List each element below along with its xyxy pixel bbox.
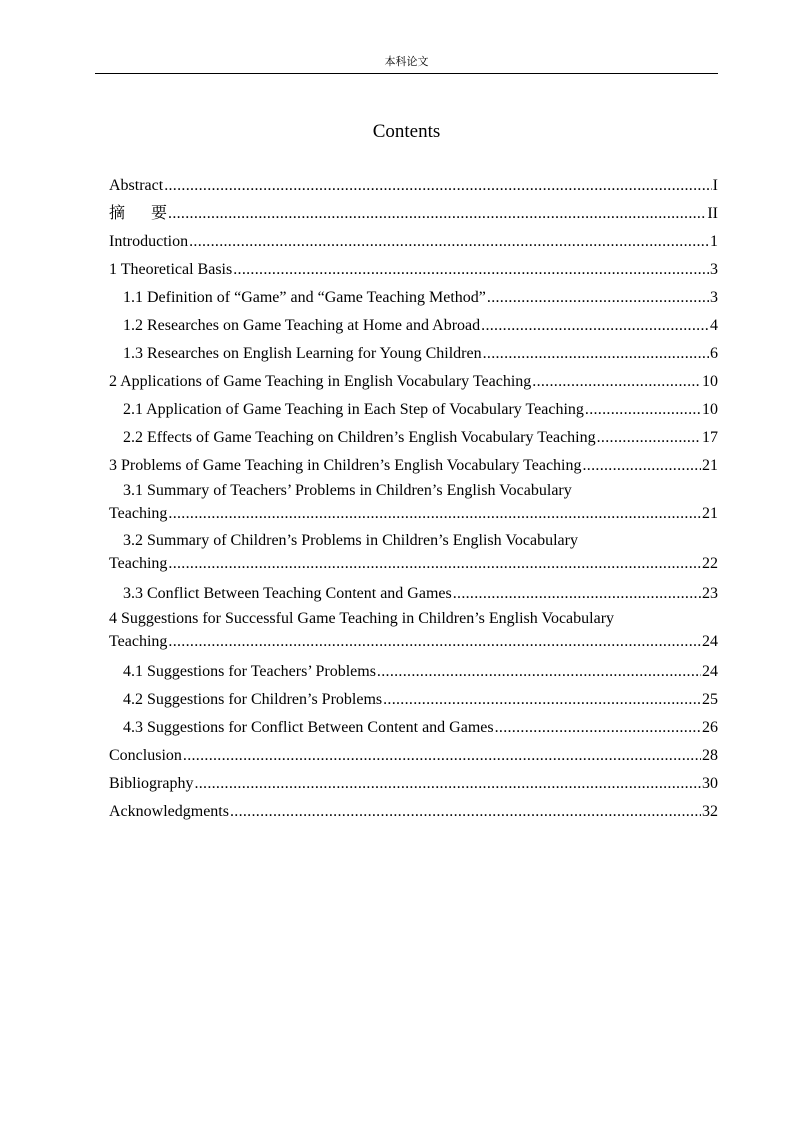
toc-label-char: 要	[151, 205, 168, 222]
dot-leader	[495, 714, 701, 742]
toc-entry-section-3-3[interactable]	[109, 580, 718, 608]
toc-entry-acknowledgments[interactable]	[109, 798, 718, 826]
dot-leader	[597, 424, 701, 452]
toc-entry-label-cont: Teaching	[109, 505, 168, 522]
toc-entry-label-cont: Teaching	[109, 633, 168, 650]
toc-entry-chapter-4[interactable]	[109, 608, 718, 658]
toc-page-number: 30	[702, 775, 718, 792]
dot-leader	[487, 284, 709, 312]
toc-entry-section-3-2[interactable]	[109, 530, 718, 580]
dot-leader	[189, 228, 709, 256]
dot-leader	[583, 452, 702, 480]
dot-leader	[168, 200, 706, 228]
dot-leader	[168, 630, 701, 654]
dot-leader	[233, 256, 709, 284]
toc-page-number: 17	[702, 429, 718, 446]
toc-page-number: 3	[710, 289, 718, 306]
dot-leader	[453, 580, 701, 608]
header-rule	[95, 73, 718, 74]
toc-page-number: 21	[702, 457, 718, 474]
toc-entry-section-4-3[interactable]	[109, 714, 718, 742]
toc-page-number: 10	[702, 373, 718, 390]
toc-entry-label: Abstract	[109, 177, 164, 194]
toc-entry-continuation	[109, 630, 718, 658]
toc-entry-label: 3.2 Summary of Children’s Problems in Children’s English Vocabulary	[123, 532, 578, 549]
toc-entry-label: 2 Applications of Game Teaching in English Vocabulary Teaching	[109, 373, 532, 390]
toc-entry-label: Conclusion	[109, 747, 182, 764]
toc-entry-section-1-3[interactable]	[109, 340, 718, 368]
toc-page-number: 22	[702, 555, 718, 572]
toc-page-number: 23	[702, 585, 718, 602]
toc-page-number: 25	[702, 691, 718, 708]
toc-entry-continuation	[109, 552, 718, 580]
dot-leader	[481, 312, 709, 340]
toc-entry-section-4-2[interactable]	[109, 686, 718, 714]
toc-page-number: I	[712, 177, 718, 194]
dot-leader	[168, 502, 701, 526]
toc-entry-conclusion[interactable]	[109, 742, 718, 770]
toc-page-number: 26	[702, 719, 718, 736]
toc-page-number: 32	[702, 803, 718, 820]
toc-entry-section-4-1[interactable]	[109, 658, 718, 686]
toc-entry-label: 1.3 Researches on English Learning for Young Children	[123, 345, 482, 362]
toc-entry-label: 3.3 Conflict Between Teaching Content and Games	[123, 585, 452, 602]
dot-leader	[164, 172, 711, 200]
toc-page-number: 1	[710, 233, 718, 250]
dot-leader	[383, 686, 701, 714]
toc-entry-chapter-3[interactable]	[109, 452, 718, 480]
dot-leader	[377, 658, 701, 686]
toc-entry-label: Introduction	[109, 233, 189, 250]
toc-entry-introduction[interactable]	[109, 228, 718, 256]
toc-entry-abstract[interactable]	[109, 172, 718, 200]
toc-entry-label: 4.2 Suggestions for Children’s Problems	[123, 691, 383, 708]
toc-entry-label: Bibliography	[109, 775, 194, 792]
dot-leader	[532, 368, 701, 396]
toc-page-number: 6	[710, 345, 718, 362]
toc-label-char: 摘	[109, 205, 126, 222]
toc-entry-label: 4.3 Suggestions for Conflict Between Content and Games	[123, 719, 494, 736]
toc-page-number: 28	[702, 747, 718, 764]
toc-entry-continuation	[109, 502, 718, 530]
toc-entry-label: 3.1 Summary of Teachers’ Problems in Children’s English Vocabulary	[123, 482, 572, 499]
toc-page-number: 21	[702, 505, 718, 522]
running-header: 本科论文	[384, 56, 429, 68]
toc-entry-label: 3 Problems of Game Teaching in Children’s English Vocabulary Teaching	[109, 457, 582, 474]
toc-entry-bibliography[interactable]	[109, 770, 718, 798]
toc-entry-section-1-2[interactable]	[109, 312, 718, 340]
toc-entry-label: 4.1 Suggestions for Teachers’ Problems	[123, 663, 376, 680]
table-of-contents	[109, 172, 718, 826]
toc-entry-chapter-2[interactable]	[109, 368, 718, 396]
toc-entry-label: 1 Theoretical Basis	[109, 261, 233, 278]
toc-entry-label	[109, 200, 167, 228]
dot-leader	[183, 742, 701, 770]
dot-leader	[230, 798, 701, 826]
dot-leader	[168, 552, 701, 576]
toc-entry-label: 1.1 Definition of “Game” and “Game Teaching Method”	[123, 289, 486, 306]
toc-entry-label: 4 Suggestions for Successful Game Teaching in Children’s English Vocabulary	[109, 610, 615, 627]
toc-page-number: 24	[702, 633, 718, 650]
dot-leader	[194, 770, 701, 798]
toc-page-number: II	[707, 205, 718, 222]
page-title: Contents	[372, 121, 441, 142]
toc-entry-chapter-1[interactable]	[109, 256, 718, 284]
toc-page-number: 4	[710, 317, 718, 334]
dot-leader	[483, 340, 709, 368]
dot-leader	[585, 396, 701, 424]
toc-entry-section-2-2[interactable]	[109, 424, 718, 452]
toc-page-number: 3	[710, 261, 718, 278]
toc-page-number: 10	[702, 401, 718, 418]
toc-entry-chinese-abstract[interactable]	[109, 200, 718, 228]
toc-entry-section-1-1[interactable]	[109, 284, 718, 312]
toc-entry-label: 1.2 Researches on Game Teaching at Home and Abroad	[123, 317, 481, 334]
toc-entry-section-3-1[interactable]	[109, 480, 718, 530]
toc-entry-label-cont: Teaching	[109, 555, 168, 572]
toc-entry-label: 2.1 Application of Game Teaching in Each Step of Vocabulary Teaching	[123, 401, 584, 418]
toc-page-number: 24	[702, 663, 718, 680]
toc-entry-section-2-1[interactable]	[109, 396, 718, 424]
toc-entry-label: 2.2 Effects of Game Teaching on Children’s English Vocabulary Teaching	[123, 429, 596, 446]
toc-entry-label: Acknowledgments	[109, 803, 229, 820]
